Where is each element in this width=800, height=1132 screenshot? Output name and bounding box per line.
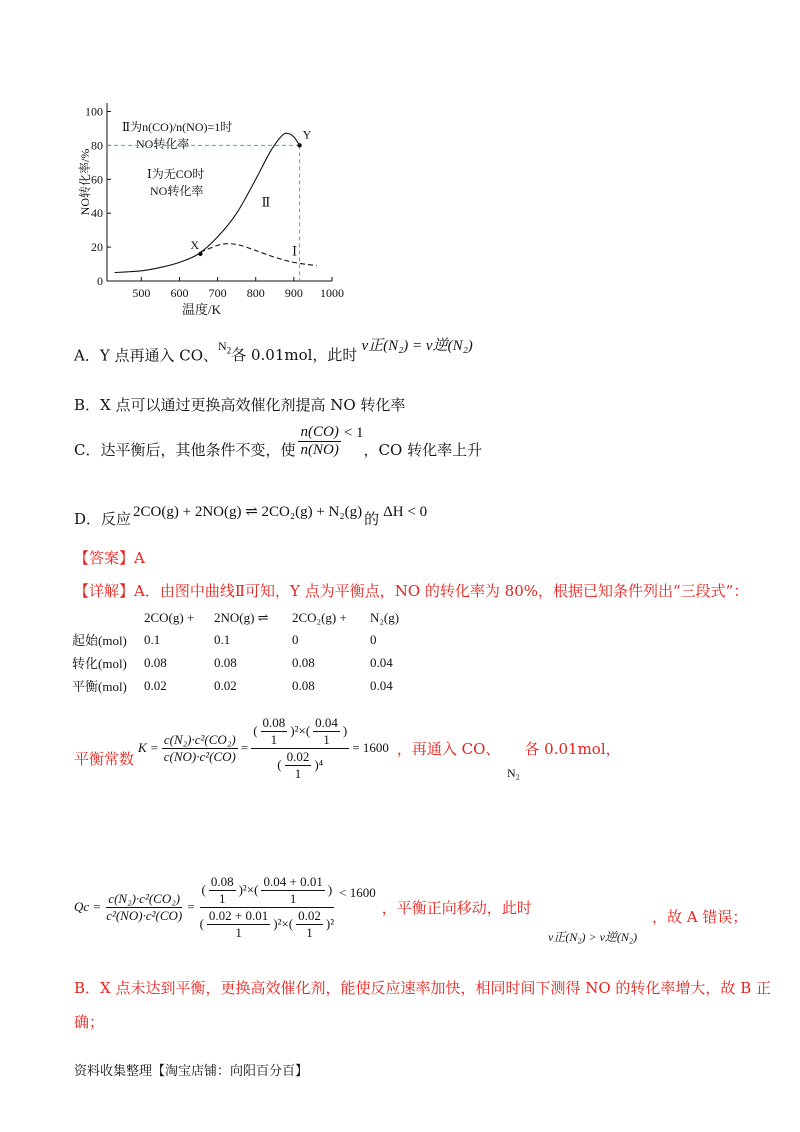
qc-denominator: c²(NO)·c²(CO) [106, 907, 183, 923]
option-c-denominator: n(NO) [300, 442, 339, 458]
table-cell: 0.08 [144, 654, 167, 670]
series-label-II: Ⅱ [261, 194, 271, 210]
qc-end: ，故 A 错误； [652, 908, 748, 926]
k-lhs: K = [138, 740, 159, 755]
k-equation: 平衡常数 K = $\frac{\text{c(N₂)·c²(CO₂)}}{\text{c(NO)·c²(CO)}}$ = ( $\frac{0.08}{1}$ )²×( $\frac{0.04}{1}$ ) ( $\frac{0.02}{1}$ )⁴ = 1600 ，再通入 CO、 各 0.01mol， [74, 714, 621, 781]
table-cell: 0.02 [214, 677, 237, 693]
table-cell: 0.08 [292, 677, 315, 693]
option-a [74, 338, 473, 365]
qc-values-numerator: ( $\frac{0.08}{1}$ )²×( $\frac{0.04 + 0.01}{1}$ ) [201, 873, 333, 906]
qc-f1-num: 0.08 [210, 873, 234, 889]
qc-numerator: c(N₂)·c²(CO₂) [108, 890, 181, 906]
k-f1-den: 1 [270, 731, 278, 747]
series-line-II [115, 133, 300, 272]
option-c-numerator: n(CO) [300, 424, 339, 440]
qc-values-denominator: ( $\frac{0.02 + 0.01}{1}$ )²×( $\frac{0.02}{1}$ )² [199, 907, 335, 940]
k-f3-num: 0.02 [286, 748, 310, 764]
table-header-cell: N₂(g) [370, 610, 400, 625]
table-row [72, 628, 399, 651]
k-f3-den: 1 [294, 765, 302, 781]
qc-fraction-concentrations [104, 891, 184, 924]
footer-source: 资料收集整理【淘宝店铺：向阳百分百】 [74, 1064, 309, 1079]
qc-lhs: Qc = [74, 899, 102, 914]
annotation-II-line2: NO转化率 [136, 137, 190, 151]
qc-f4-num: 0.02 [298, 907, 321, 923]
k-denominator: c(NO)·c²(CO) [163, 748, 236, 764]
k-result: = 1600 [352, 740, 389, 755]
qc-fraction-values [198, 874, 337, 941]
option-d-equation: 2CO(g) + 2NO(g) ⇌ 2CO₂(g) + N₂(g) [133, 504, 363, 520]
y-tick-label: 100 [85, 104, 103, 119]
table-cell: 0.02 [144, 677, 167, 693]
detail-text-a: A．由图中曲线Ⅱ可知，Y 点为平衡点，NO 的转化率为 80%，根据已知条件列出“三段式”： [134, 582, 749, 600]
answer-label: 【答案】A [74, 549, 145, 567]
table-header-row [72, 608, 399, 628]
x-axis-label: 温度/K [181, 302, 222, 317]
plot-annotations [122, 119, 232, 198]
qc-after: ，平衡正向移动，此时 [381, 898, 532, 917]
x-tick-label: 600 [170, 286, 189, 300]
x-tick-label: 500 [132, 286, 151, 300]
k-f2-num: 0.04 [315, 714, 338, 730]
point-X [198, 252, 202, 256]
k-f2-den: 1 [323, 731, 330, 747]
k-values-numerator: ( $\frac{0.08}{1}$ )²×( $\frac{0.04}{1}$ ) [253, 714, 348, 747]
table-cell: 0.08 [214, 654, 237, 670]
k-after: ，再通入 CO、 [396, 739, 501, 758]
k-numerator: c(N₂)·c²(CO₂) [163, 731, 236, 747]
detail-label: 【详解】 [74, 582, 135, 600]
x-tick-label: 1000 [320, 286, 344, 300]
detail-text-b-line1: B．X 点未达到平衡，更换高效催化剂，能使反应速率加快，相同时间下测得 NO 的转化率增大，故 B 正 [74, 979, 771, 997]
table-cell: 平衡(mol) [72, 679, 127, 694]
x-tick-label: 900 [284, 286, 303, 300]
table-header-cell: 2CO₂(g) + [292, 610, 347, 625]
x-tick-label: 800 [246, 286, 265, 300]
k-n2-label: N₂ [507, 766, 520, 780]
y-tick-label: 0 [97, 274, 103, 288]
table-cell: 0.04 [370, 677, 393, 693]
k-each: 各 0.01mol， [524, 739, 621, 758]
point-Y [297, 143, 301, 147]
detail-text-b-line2: 确； [74, 1013, 105, 1031]
three-stage-table [72, 608, 399, 697]
option-d-prefix: D．反应 [74, 510, 132, 528]
table-cell: 0.1 [214, 631, 231, 647]
qc-f1-den: 1 [218, 890, 226, 906]
series-label-I: Ⅰ [291, 243, 298, 259]
table-cell: 0 [292, 631, 299, 647]
conversion-chart [78, 95, 344, 325]
table-cell: 转化(mol) [72, 656, 127, 671]
y-tick-label: 60 [91, 172, 103, 187]
qc-f2-num: 0.04 + 0.01 [263, 873, 323, 889]
y-tick-label: 40 [91, 206, 103, 221]
option-d-dh: ΔH < 0 [383, 504, 428, 520]
table-row [72, 674, 399, 697]
qc-f4-den: 1 [306, 924, 313, 940]
table-header-cell: 2CO(g) + [144, 610, 195, 625]
point-label-Y: Y [302, 127, 312, 142]
table-cell: 0.08 [292, 654, 315, 670]
option-b: B．X 点可以通过更换高效催化剂提高 NO 转化率 [74, 396, 406, 414]
x-tick-label: 700 [208, 286, 227, 300]
detail-paragraph [74, 580, 748, 601]
annotation-I-line1: Ⅰ为无CO时 [147, 167, 205, 181]
qc-result: < 1600 [339, 885, 376, 900]
qc-equation: Qc = $\frac{\text{c(N₂)·c²(CO₂)}}{\text{c²(NO)·c²(CO)}}$ = ( $\frac{0.08}{1}$ )²×( $\frac{0.04 + 0.01}{1}$ ) ( $\frac{0.02 + 0.01}{1}$ )²×( $\frac{0.02}{1}$ )² < 1600 ，平衡正向移动，此时 [74, 873, 532, 940]
option-d-mid: 的 [364, 510, 380, 528]
k-f1-num: 0.08 [262, 714, 286, 730]
k-fraction-concentrations [162, 732, 238, 765]
option-d [74, 500, 428, 528]
option-a-n2: N2 [218, 339, 232, 356]
point-label-X: X [190, 237, 200, 252]
option-a-equation: v正(N₂) = v逆(N₂) [361, 338, 473, 354]
y-axis-label: NO转化率/% [78, 148, 92, 216]
table-header-cell: 2NO(g) ⇌ [214, 610, 269, 625]
option-c-suffix: ，CO 转化率上升 [363, 441, 483, 459]
k-fraction-values [251, 715, 349, 782]
option-c [74, 424, 482, 459]
k-values-denominator: ( $\frac{0.02}{1}$ )⁴ [277, 748, 324, 781]
table-cell: 起始(mol) [72, 633, 127, 648]
table-cell: 0.1 [144, 631, 161, 647]
y-tick-label: 80 [91, 138, 103, 153]
option-a-prefix: A．Y 点再通入 CO、 [74, 346, 219, 365]
option-a-each: 各 0.01mol，此时 [231, 346, 358, 364]
table-cell: 0 [370, 631, 377, 647]
qc-f3-den: 1 [235, 924, 242, 940]
annotation-I-line2: NO转化率 [150, 184, 204, 198]
table-row [72, 651, 399, 674]
qc-f2-den: 1 [289, 890, 297, 906]
annotation-II-line1: Ⅱ为n(CO)/n(NO)=1时 [122, 120, 233, 134]
qc-relation: v正(N₂) > v逆(N₂) [548, 930, 638, 944]
qc-f3-num: 0.02 + 0.01 [208, 907, 269, 923]
option-c-prefix: C．达平衡后，其他条件不变，使 [74, 441, 296, 459]
y-tick-label: 20 [91, 240, 103, 255]
option-c-lt: < 1 [343, 425, 364, 441]
option-c-fraction [298, 424, 340, 459]
k-label: 平衡常数 [74, 749, 135, 768]
table-cell: 0.04 [370, 654, 393, 670]
